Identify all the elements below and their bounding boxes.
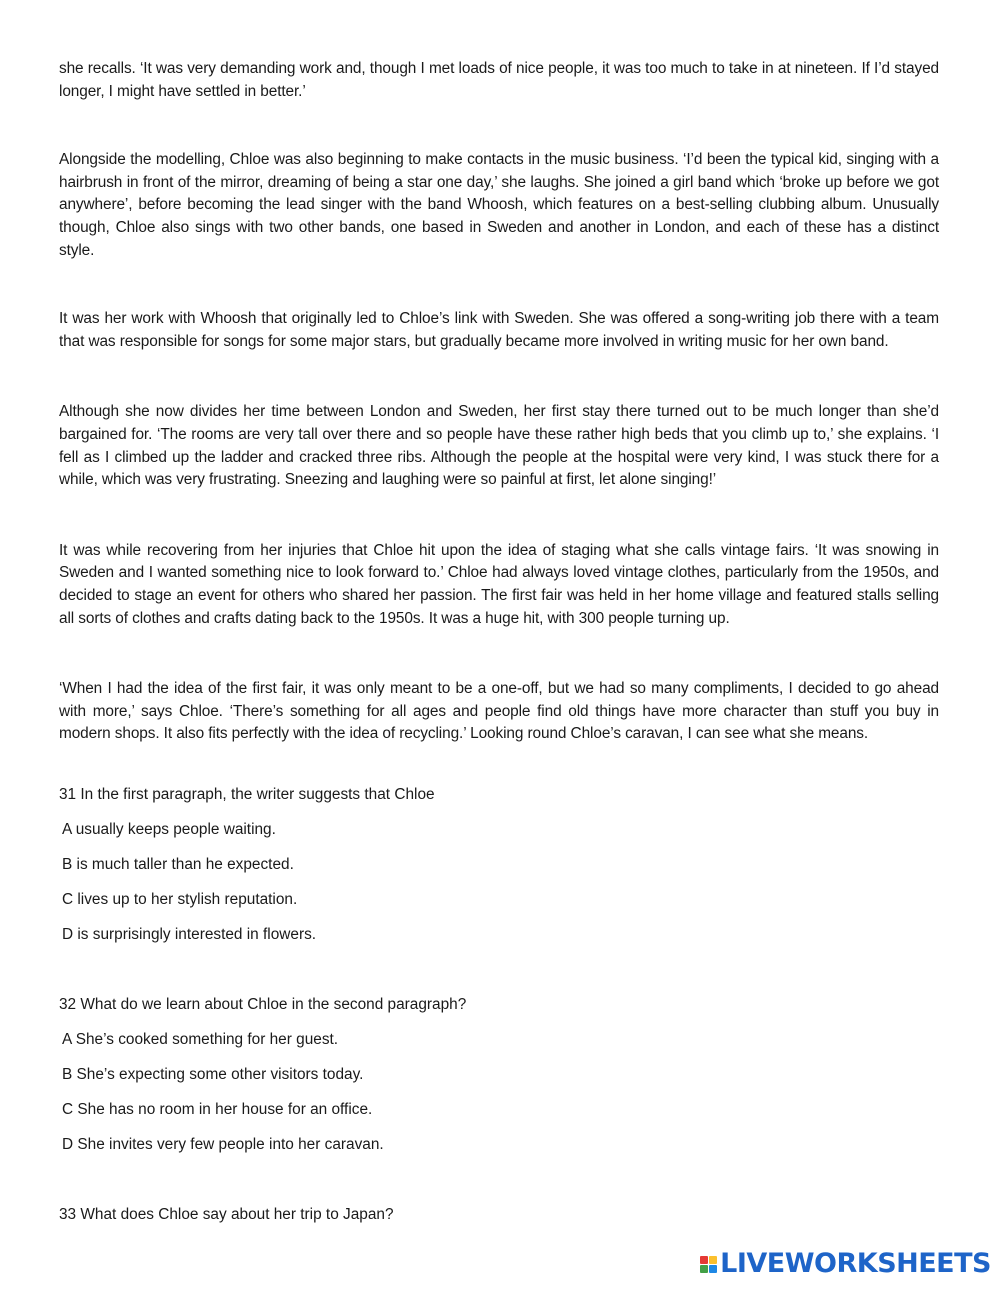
paragraph-5: It was while recovering from her injuries that Chloe hit upon the idea of staging what she calls vintage fairs. ‘It was snowing in Sweden and I wanted something nice to look forward to.’ Chloe had always loved vintage clothes, particularly from the 1950s, and decided to stage an event for others who shared her passion. The first fair was held in her home village and featured stalls selling all sorts of clothes and crafts dating back to the 1950s. It was a huge hit, with 300 people turning up. — [59, 541, 939, 627]
question-31: 31 In the first paragraph, the writer suggests that Chloe — [59, 785, 435, 803]
question-33: 33 What does Chloe say about her trip to Japan? — [59, 1205, 394, 1223]
question-31-option-d: D is surprisingly interested in flowers. — [62, 925, 317, 943]
question-32-option-a: A She’s cooked something for her guest. — [62, 1030, 339, 1048]
question-31-option-c: C lives up to her stylish reputation. — [62, 890, 298, 908]
logo-square-yellow — [709, 1256, 717, 1264]
question-31-option-b: B is much taller than he expected. — [62, 855, 294, 873]
question-32-option-c: C She has no room in her house for an office. — [62, 1100, 373, 1118]
paragraph-4: Although she now divides her time between London and Sweden, her first stay there turned out to be much longer than she’d bargained for. ‘The rooms are very tall over there and so people have these rather high beds that you climb up to,’ she explains. ‘I fell as I climbed up the ladder and cracked three ribs. Although the people at the hospital were very kind, I was stuck there for a while, which was very frustrating. Sneezing and laughing were so painful at first, let alone singing!’ — [59, 403, 939, 489]
logo-text: LIVEWORKSHEETS — [720, 1248, 991, 1279]
question-31-option-a: A usually keeps people waiting. — [62, 820, 276, 838]
paragraph-6: ‘When I had the idea of the first fair, it was only meant to be a one-off, but we had so many compliments, I decided to go ahead with more,’ says Chloe. ‘There’s something for all ages and people find old things have more character than stuff you buy in modern shops. It also fits perfectly with the idea of recycling.’ Looking round Chloe’s caravan, I can see what she means. — [59, 680, 939, 743]
logo-square-green — [700, 1265, 708, 1273]
liveworksheets-logo — [700, 1249, 991, 1279]
paragraph-3: It was her work with Whoosh that originally led to Chloe’s link with Sweden. She was offered a song-writing job there with a team that was responsible for songs for some major stars, but gradually became more involved in writing music for her own band. — [59, 310, 939, 350]
worksheet-page — [59, 58, 939, 1226]
question-32-option-b: B She’s expecting some other visitors today. — [62, 1065, 364, 1083]
logo-square-red — [700, 1256, 708, 1264]
question-32-option-d: D She invites very few people into her caravan. — [62, 1135, 384, 1153]
paragraph-2: Alongside the modelling, Chloe was also beginning to make contacts in the music business. ‘I’d been the typical kid, singing with a hairbrush in front of the mirror, dreaming of being a star one day,’ she laughs. She joined a girl band which ‘broke up before we got anywhere’, before becoming the lead singer with the band Whoosh, which features on a best-selling clubbing album. Unusually though, Chloe also sings with two other bands, one based in Sweden and another in London, and each of these has a distinct style. — [59, 151, 939, 259]
logo-square-blue — [709, 1265, 717, 1273]
question-32: 32 What do we learn about Chloe in the second paragraph? — [59, 995, 467, 1013]
logo-squares-icon — [700, 1256, 717, 1273]
paragraph-1: she recalls. ‘It was very demanding work and, though I met loads of nice people, it was too much to take in at nineteen. If I’d stayed longer, I might have settled in better.’ — [59, 60, 939, 100]
